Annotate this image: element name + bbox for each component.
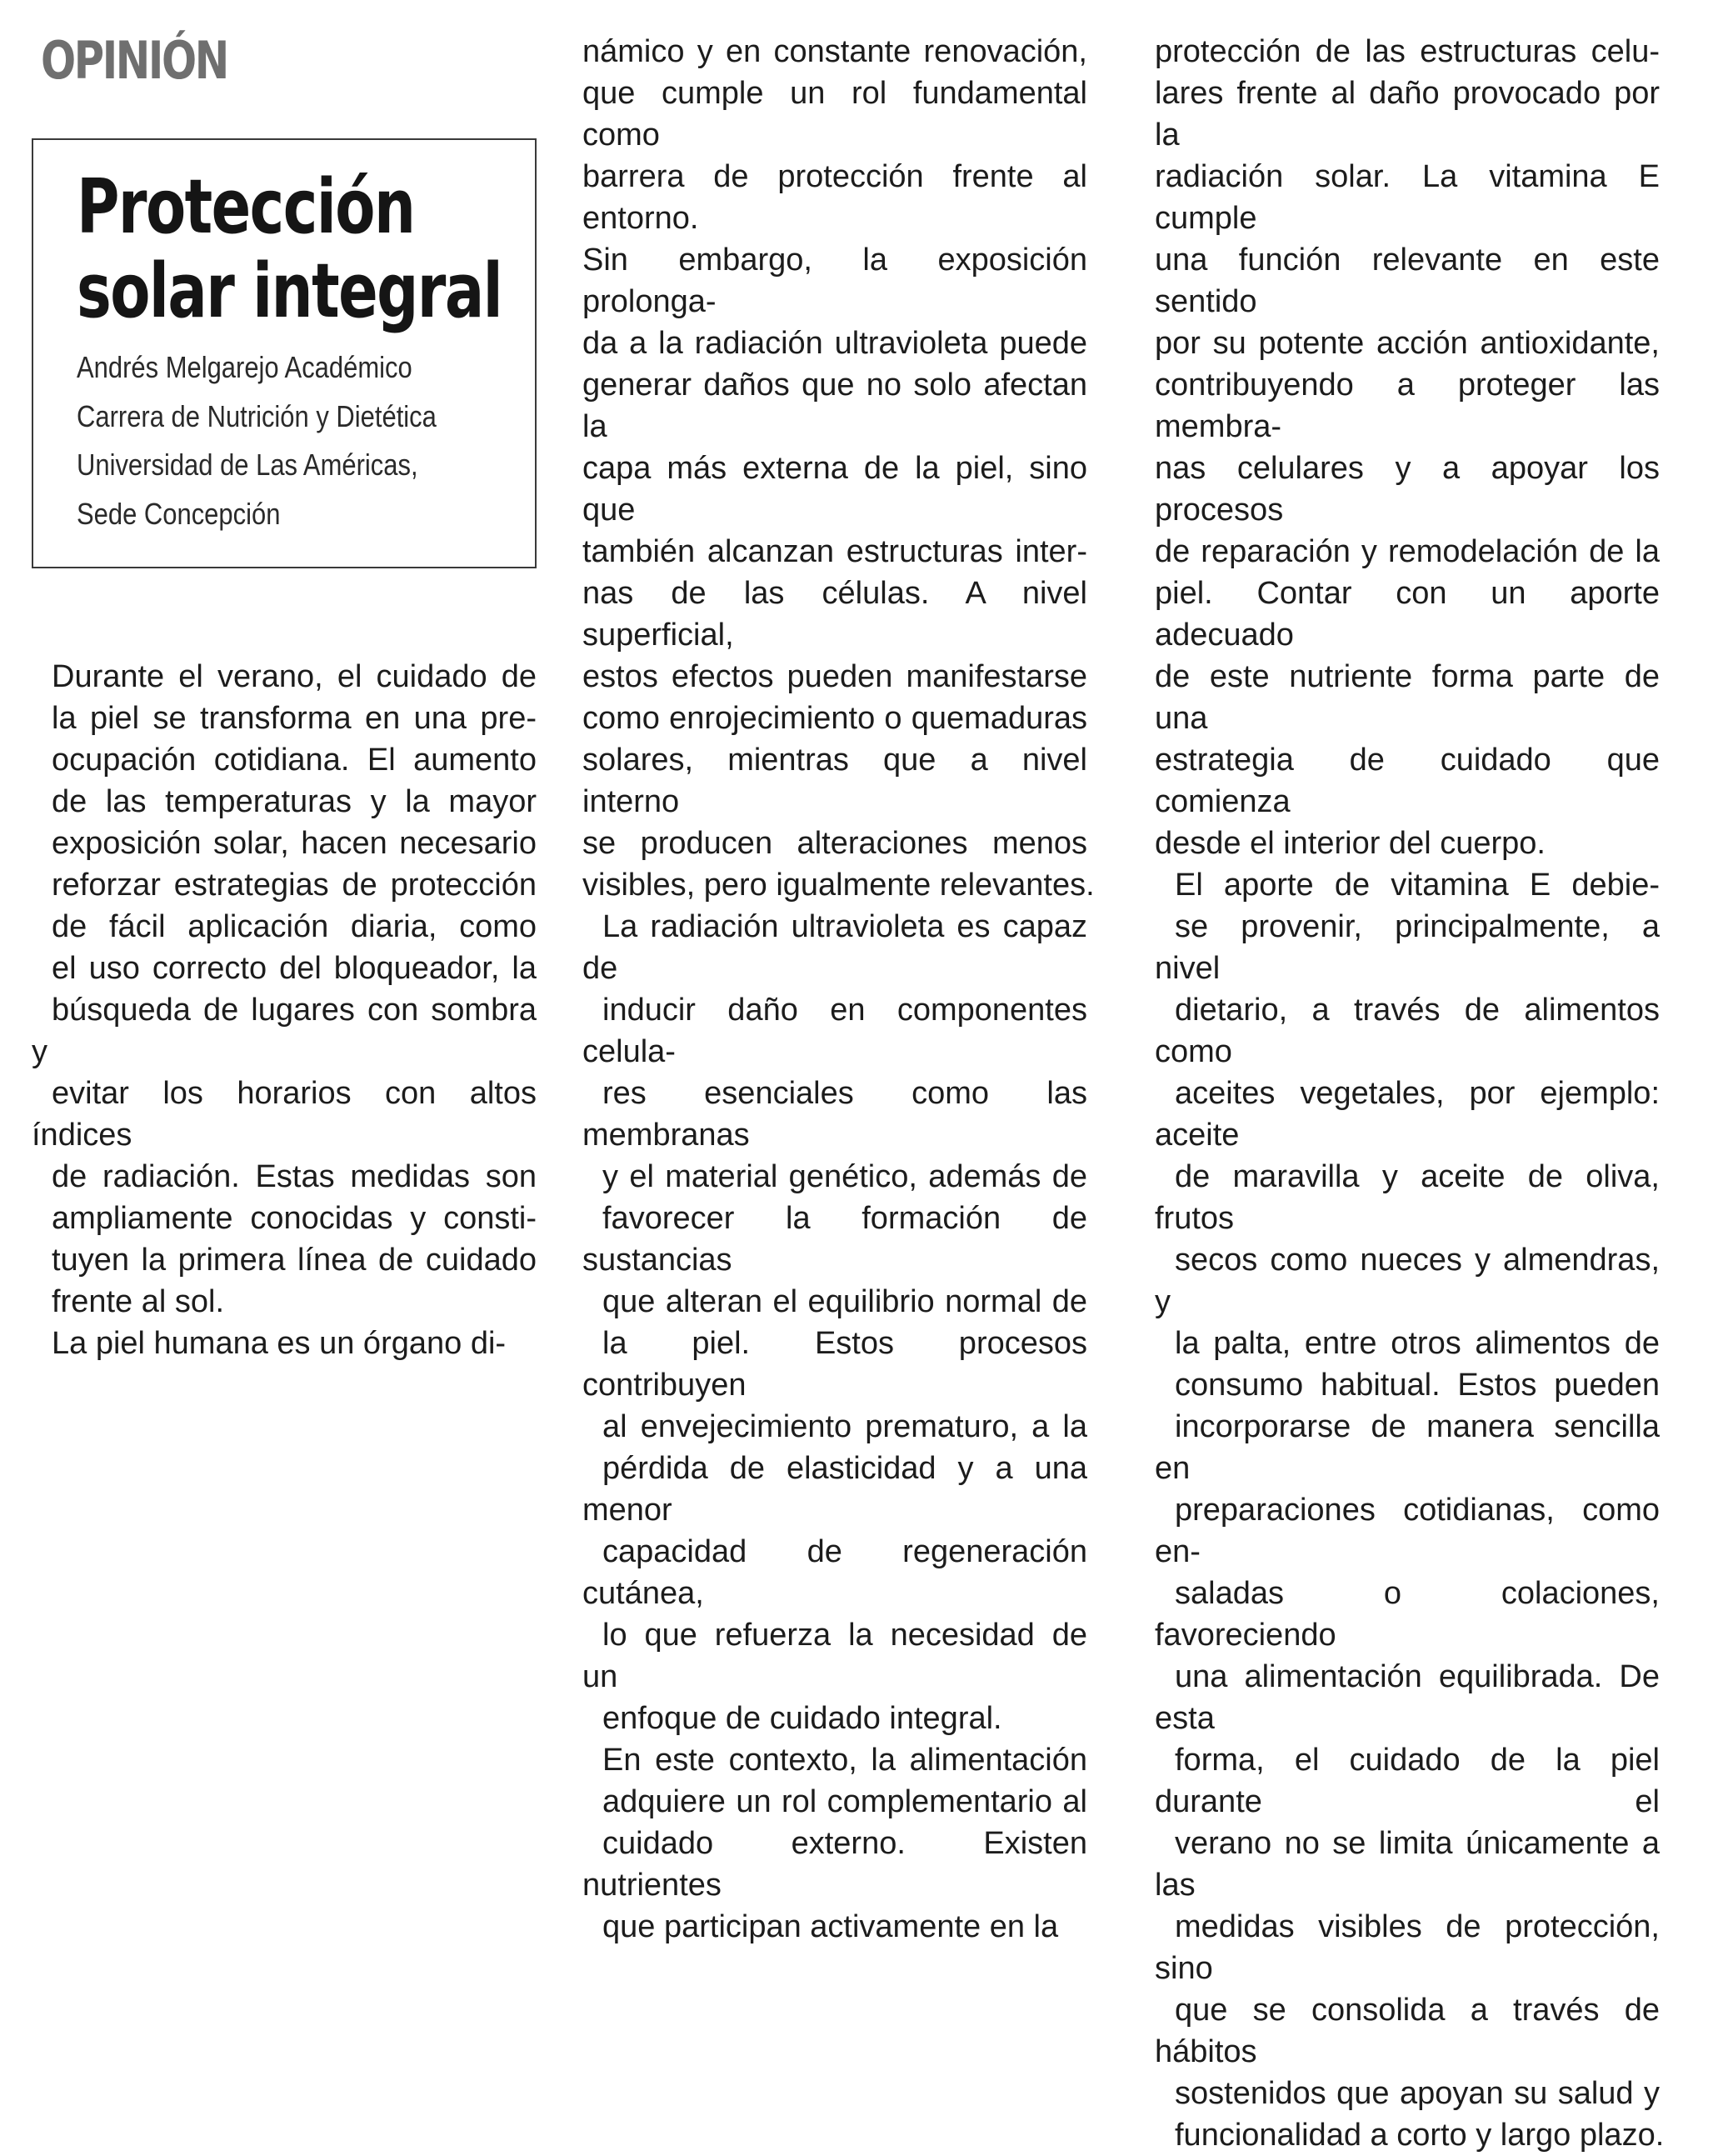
headline-line: solar integral — [77, 248, 502, 335]
text-line: frente al sol. — [52, 1284, 224, 1319]
text-line: una función relevante en este sentido — [1155, 243, 1660, 319]
text-line: sostenidos que apoyan su salud y — [1175, 2076, 1660, 2111]
text-line: adquiere un rol complementario al — [602, 1784, 1087, 1819]
text-line: estos efectos pueden manifestarse — [582, 659, 1087, 694]
text-line: que cumple un rol fundamental como — [582, 76, 1087, 153]
text-line: solares, mientras que a nivel interno — [582, 743, 1087, 819]
text-line: da a la radiación ultravioleta puede — [582, 326, 1087, 361]
text-line: y el material genético, además de — [602, 1159, 1087, 1194]
text-line: visibles, pero igualmente relevantes. — [582, 868, 1095, 903]
text-line: se producen alteraciones menos — [582, 826, 1087, 861]
text-line: verano no se limita únicamente a las — [1155, 1826, 1660, 1903]
text-line: aceites vegetales, por ejemplo: aceite — [1155, 1076, 1660, 1153]
title-box — [32, 138, 537, 568]
text-line: que se consolida a través de hábitos — [1155, 1993, 1660, 2069]
text-line: también alcanzan estructuras inter- — [582, 534, 1087, 569]
paragraph — [32, 656, 537, 1323]
text-line: que participan activamente en la — [602, 1909, 1059, 1944]
article-column-3 — [1155, 31, 1665, 2156]
text-line: barrera de protección frente al entorno. — [582, 159, 1087, 236]
text-line: exposición solar, hacen necesario — [52, 826, 537, 861]
text-line: tuyen la primera línea de cuidado — [52, 1243, 537, 1278]
text-line: de reparación y remodelación de la — [1155, 534, 1660, 569]
text-line: de radiación. Estas medidas son — [52, 1159, 537, 1194]
text-line: búsqueda de lugares con sombra y — [32, 993, 537, 1069]
text-line: La piel humana es un órgano di- — [52, 1326, 507, 1361]
text-line: de las temperaturas y la mayor — [52, 784, 537, 819]
text-line: de este nutriente forma parte de una — [1155, 659, 1660, 736]
byline — [77, 343, 437, 538]
text-line: contribuyendo a proteger las membra- — [1155, 368, 1660, 444]
text-line: capacidad de regeneración cutánea, — [582, 1534, 1087, 1611]
headline — [77, 165, 502, 333]
text-line: consumo habitual. Estos pueden — [1175, 1368, 1660, 1403]
paragraph-continued — [582, 31, 1095, 906]
text-line: una alimentación equilibrada. De esta — [1155, 1659, 1660, 1736]
text-line: desde el interior del cuerpo. — [1155, 826, 1546, 861]
byline-university: Universidad de Las Américas, — [77, 448, 418, 482]
text-line: que alteran el equilibrio normal de — [602, 1284, 1087, 1319]
article-column-2 — [582, 31, 1095, 1948]
paragraph — [582, 1739, 1087, 1948]
paragraph — [582, 906, 1087, 1739]
text-line: El aporte de vitamina E debie- — [1175, 868, 1660, 903]
text-line: de maravilla y aceite de oliva, frutos — [1155, 1159, 1660, 1236]
text-line: capa más externa de la piel, sino que — [582, 451, 1087, 528]
text-line: res esenciales como las membranas — [582, 1076, 1087, 1153]
text-line: incorporarse de manera sencilla en — [1155, 1409, 1660, 1486]
text-line: inducir daño en componentes celula- — [582, 993, 1087, 1069]
text-line: radiación solar. La vitamina E cumple — [1155, 159, 1660, 236]
text-line: La radiación ultravioleta es capaz de — [582, 909, 1087, 986]
text-line: nas celulares y a apoyar los procesos — [1155, 451, 1660, 528]
text-line: estrategia de cuidado que comienza — [1155, 743, 1660, 819]
text-line: lares frente al daño provocado por la — [1155, 76, 1660, 153]
text-line: favorecer la formación de sustancias — [582, 1201, 1087, 1278]
text-line: forma, el cuidado de la piel durante el — [1155, 1743, 1660, 1819]
text-line: piel. Contar con un aporte adecuado — [1155, 576, 1660, 653]
text-line: la piel. Estos procesos contribuyen — [582, 1326, 1087, 1403]
text-line: preparaciones cotidianas, como en- — [1155, 1493, 1660, 1569]
text-line: Durante el verano, el cuidado de — [52, 659, 537, 694]
text-line: al envejecimiento prematuro, a la — [602, 1409, 1087, 1444]
text-line: generar daños que no solo afectan la — [582, 368, 1087, 444]
paragraph — [32, 1323, 537, 1364]
text-line: protección de las estructuras celu- — [1155, 34, 1660, 69]
text-line: reforzar estrategias de protección — [52, 868, 537, 903]
text-line: como enrojecimiento o quemaduras — [582, 701, 1087, 736]
text-line: funcionalidad a corto y largo plazo. — [1175, 2118, 1665, 2153]
text-line: En este contexto, la alimentación — [602, 1743, 1087, 1778]
text-line: ampliamente conocidas y consti- — [52, 1201, 537, 1236]
text-line: Sin embargo, la exposición prolonga- — [582, 243, 1087, 319]
text-line: el uso correcto del bloqueador, la — [52, 951, 537, 986]
text-line: dietario, a través de alimentos como — [1155, 993, 1660, 1069]
text-line: la palta, entre otros alimentos de — [1175, 1326, 1660, 1361]
text-line: námico y en constante renovación, — [582, 34, 1087, 69]
text-line: nas de las células. A nivel superficial, — [582, 576, 1087, 653]
text-line: evitar los horarios con altos índices — [32, 1076, 537, 1153]
byline-author: Andrés Melgarejo Académico — [77, 350, 412, 384]
headline-line: Protección — [77, 163, 415, 251]
article-column-1 — [32, 656, 537, 1364]
paragraph-continued — [1155, 31, 1660, 864]
byline-program: Carrera de Nutrición y Dietética — [77, 398, 437, 433]
paragraph — [1155, 864, 1665, 2156]
text-line: la piel se transforma en una pre- — [52, 701, 537, 736]
byline-campus: Sede Concepción — [77, 496, 281, 531]
text-line: se provenir, principalmente, a nivel — [1155, 909, 1660, 986]
text-line: pérdida de elasticidad y a una menor — [582, 1451, 1087, 1528]
text-line: enfoque de cuidado integral. — [602, 1701, 1002, 1736]
text-line: por su potente acción antioxidante, — [1155, 326, 1660, 361]
text-line: ocupación cotidiana. El aumento — [52, 743, 537, 778]
text-line: secos como nueces y almendras, y — [1155, 1243, 1660, 1319]
text-line: cuidado externo. Existen nutrientes — [582, 1826, 1087, 1903]
text-line: lo que refuerza la necesidad de un — [582, 1618, 1087, 1694]
text-line: medidas visibles de protección, sino — [1155, 1909, 1660, 1986]
section-label: OPINIÓN — [41, 30, 227, 91]
text-line: saladas o colaciones, favoreciendo — [1155, 1576, 1660, 1653]
text-line: de fácil aplicación diaria, como — [52, 909, 537, 944]
